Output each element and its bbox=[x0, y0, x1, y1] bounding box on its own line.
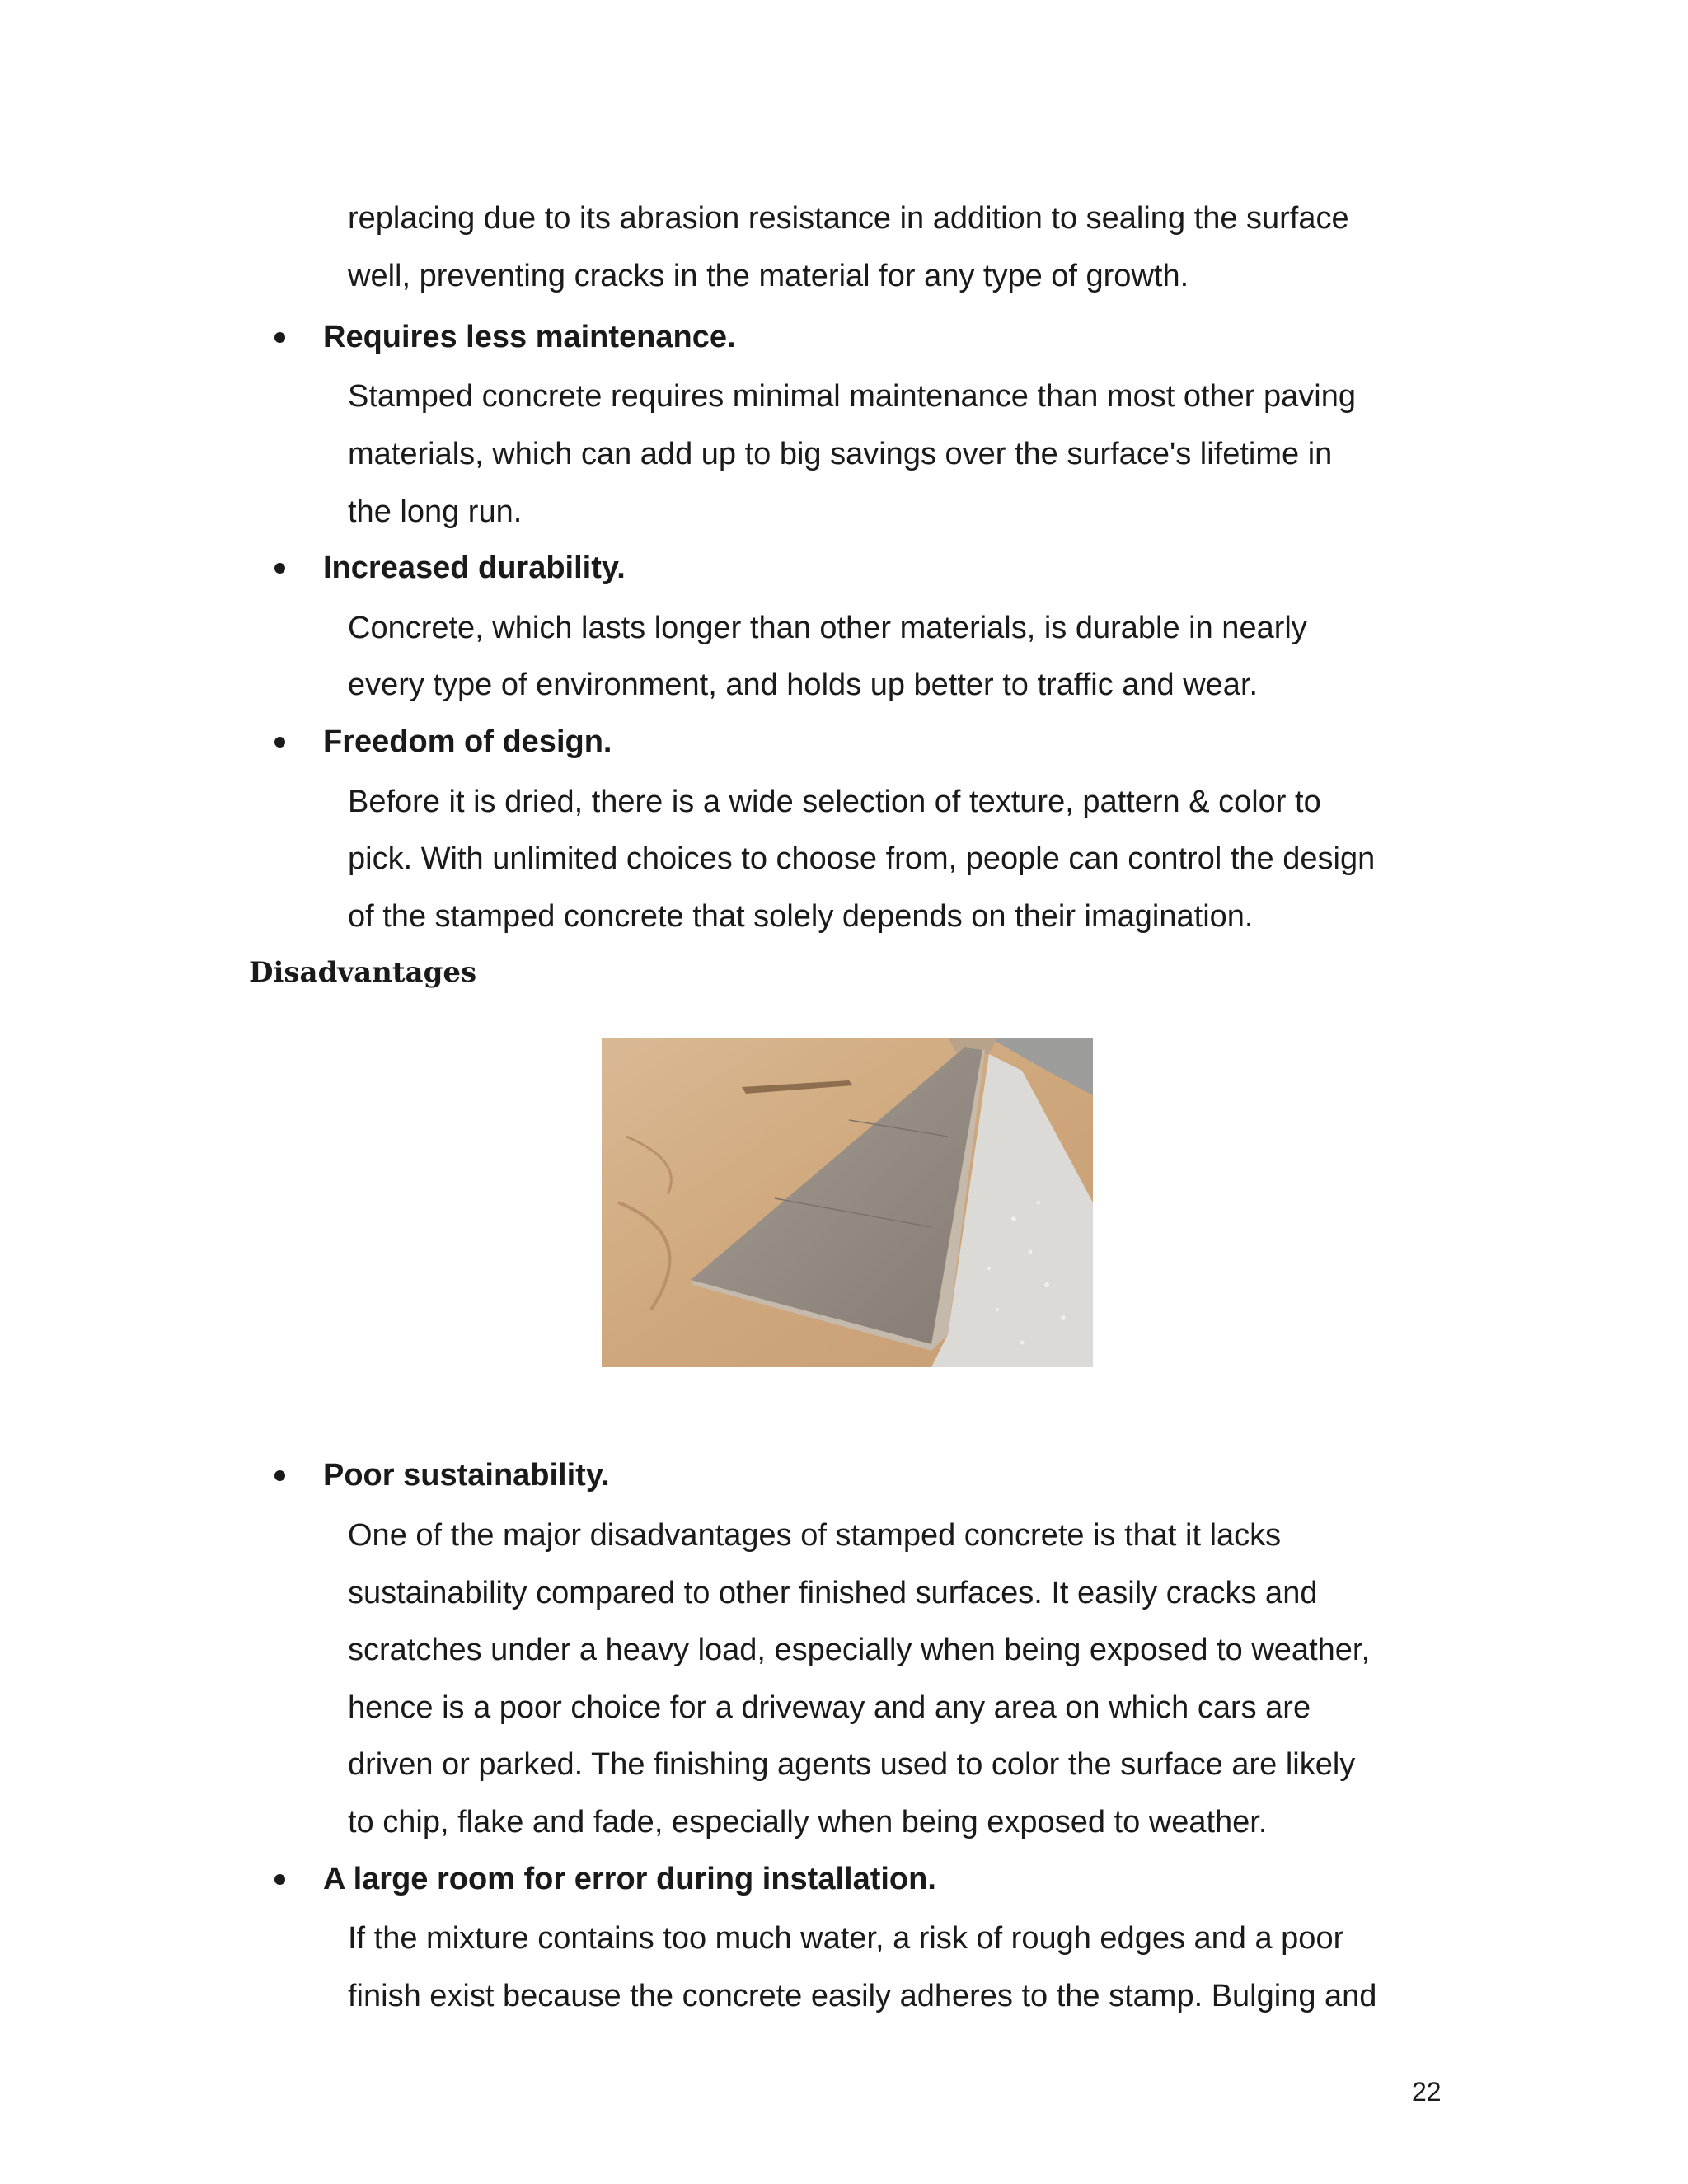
disadvantage-text-line: driven or parked. The finishing agents used to color the surface are likely bbox=[348, 1747, 1356, 1782]
advantage-text-line: of the stamped concrete that solely depends on their imagination. bbox=[348, 899, 1254, 934]
advantage-title-durability: Increased durability. bbox=[323, 551, 626, 585]
disadvantage-text-line: One of the major disadvantages of stamped concrete is that it lacks bbox=[348, 1518, 1282, 1553]
bullet-icon bbox=[274, 1874, 285, 1885]
disadvantage-text-line: sustainability compared to other finished surfaces. It easily cracks and bbox=[348, 1576, 1318, 1610]
advantage-text-line: every type of environment, and holds up better to traffic and wear. bbox=[348, 668, 1259, 702]
disadvantage-text-line: hence is a poor choice for a driveway and any area on which cars are bbox=[348, 1690, 1311, 1725]
advantage-title-maintenance: Requires less maintenance. bbox=[323, 320, 736, 354]
advantage-title-design: Freedom of design. bbox=[323, 724, 612, 759]
bullet-icon bbox=[274, 1470, 285, 1481]
advantage-text-line: Stamped concrete requires minimal maintenance than most other paving bbox=[348, 379, 1356, 414]
disadvantage-title-sustainability: Poor sustainability. bbox=[323, 1458, 610, 1493]
disadvantage-title-installation: A large room for error during installation. bbox=[323, 1862, 936, 1896]
intro-line-2: well, preventing cracks in the material for any type of growth. bbox=[348, 259, 1189, 293]
bullet-icon bbox=[274, 563, 285, 574]
intro-line-1: replacing due to its abrasion resistance in addition to sealing the surface bbox=[348, 201, 1349, 236]
advantage-text-line: materials, which can add up to big savings over the surface's lifetime in bbox=[348, 437, 1333, 471]
advantage-text-line: Before it is dried, there is a wide selection of texture, pattern & color to bbox=[348, 785, 1321, 819]
advantage-text-line: pick. With unlimited choices to choose from, people can control the design bbox=[348, 841, 1376, 876]
advantage-text-line: the long run. bbox=[348, 494, 523, 529]
disadvantages-heading: Disadvantages bbox=[249, 956, 477, 989]
bullet-icon bbox=[274, 737, 285, 748]
advantage-text-line: Concrete, which lasts longer than other materials, is durable in nearly bbox=[348, 611, 1307, 645]
disadvantage-text-line: scratches under a heavy load, especially when being exposed to weather, bbox=[348, 1633, 1371, 1667]
disadvantage-text-line: finish exist because the concrete easily adheres to the stamp. Bulging and bbox=[348, 1979, 1377, 2013]
concrete-slab-photo bbox=[602, 1038, 1093, 1367]
page-number: 22 bbox=[1412, 2077, 1442, 2107]
disadvantage-text-line: If the mixture contains too much water, a risk of rough edges and a poor bbox=[348, 1921, 1344, 1956]
disadvantage-text-line: to chip, flake and fade, especially when being exposed to weather. bbox=[348, 1805, 1268, 1840]
bullet-icon bbox=[274, 332, 285, 343]
